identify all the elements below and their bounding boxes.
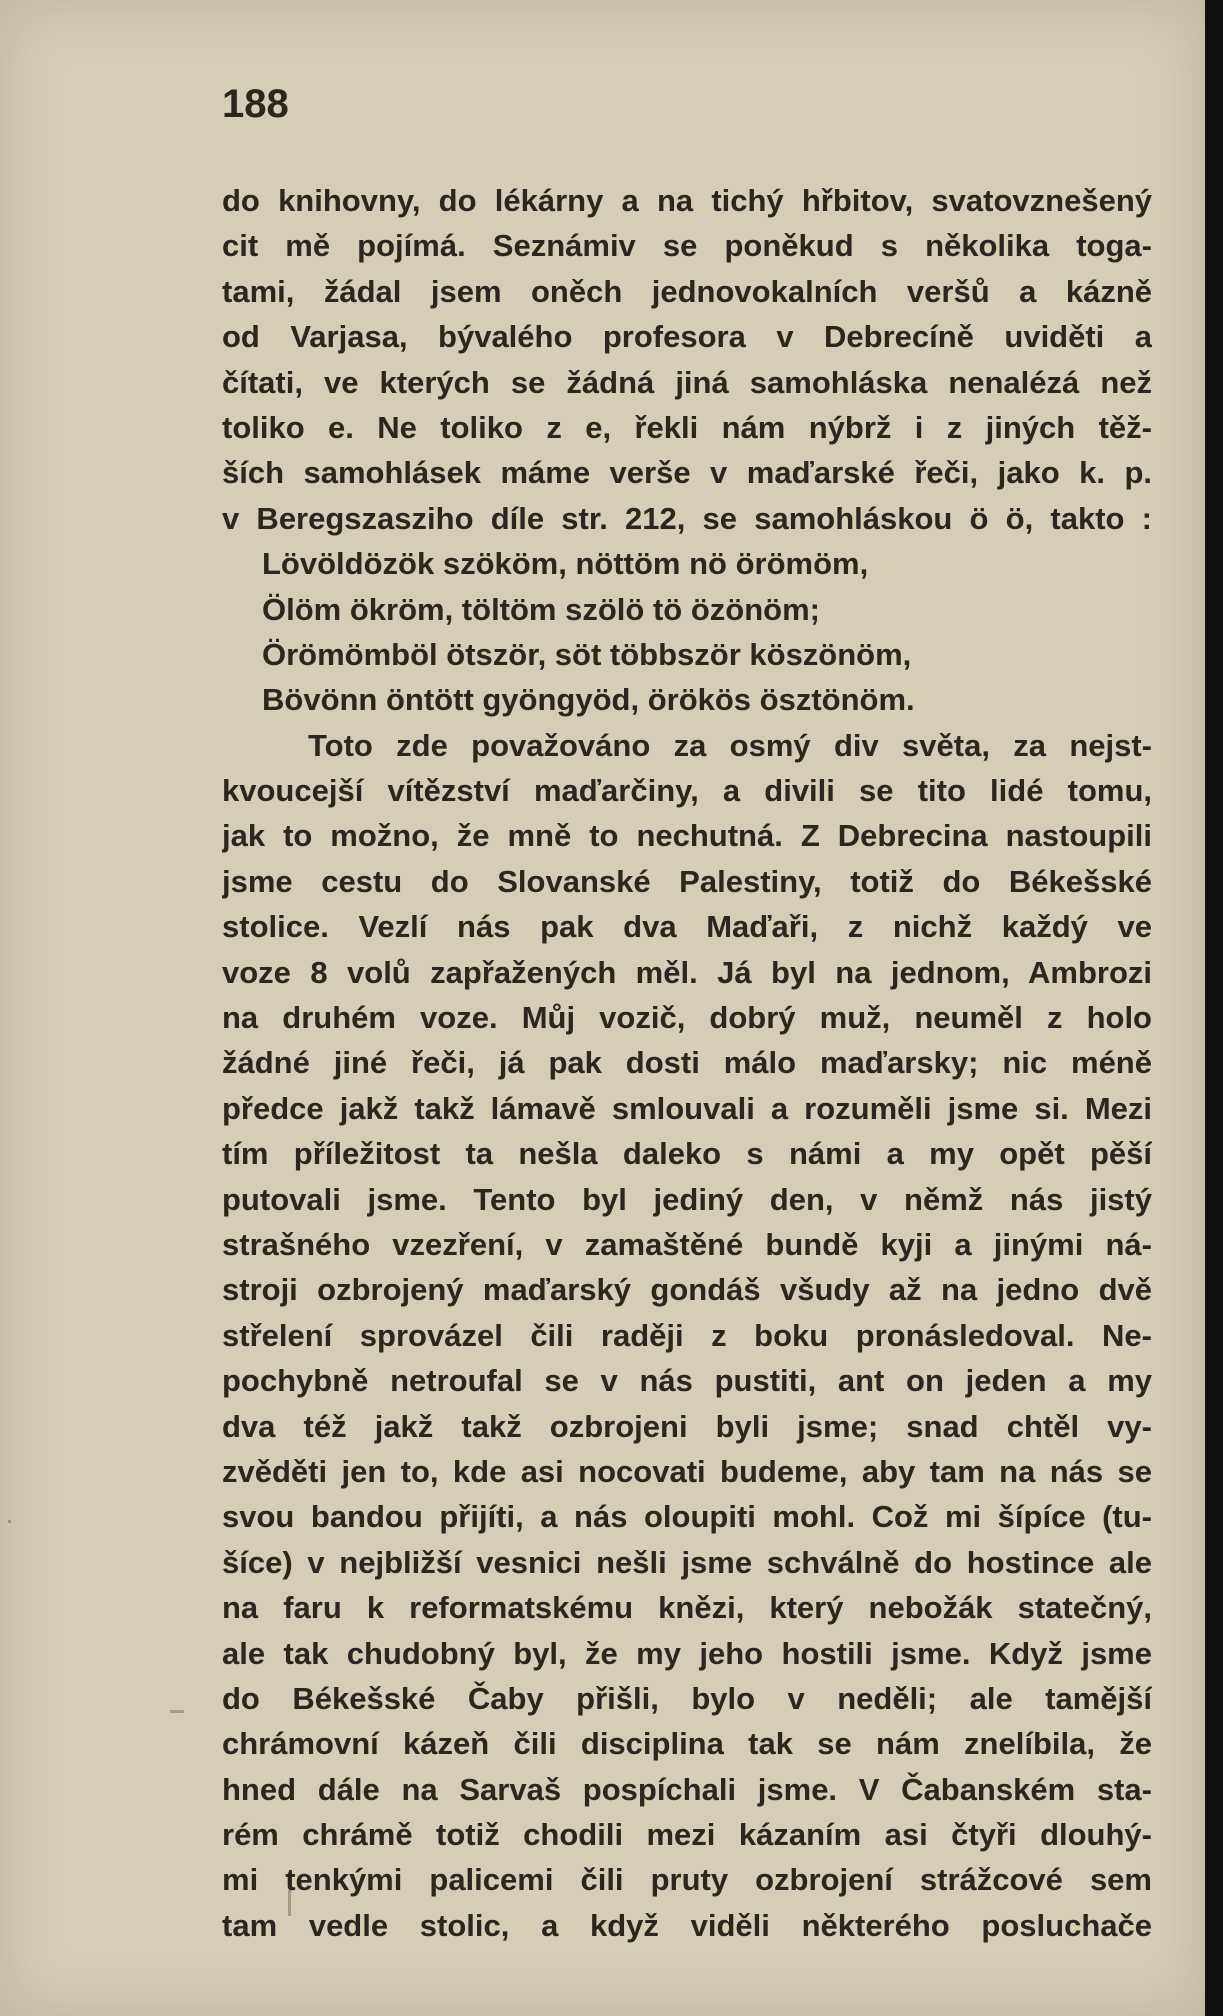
text-line: svou bandou přijíti, a nás oloupiti mohl. Což mi šípíce (tu- [222, 1499, 1152, 1535]
paper-speck [288, 1890, 291, 1916]
body-text [222, 178, 1152, 1948]
verse-line: Lövöldözök szököm, nöttöm nö örömöm, [262, 546, 869, 582]
page-number: 188 [222, 82, 289, 126]
text-line: střelení sprovázel čili raději z boku pronásledoval. Ne- [222, 1317, 1152, 1353]
text-line: od Varjasa, bývalého profesora v Debrecíně uviděti a [222, 319, 1152, 355]
text-line: čítati, ve kterých se žádná jiná samohláska nenalézá než [222, 364, 1152, 400]
text-line: do Békešské Čaby přišli, bylo v neděli; ale tamější [222, 1680, 1152, 1716]
binding-edge [1205, 0, 1223, 2016]
paper-speck [170, 1710, 184, 1713]
verse-line: Örömömböl ötször, söt többször köszönöm, [262, 636, 912, 672]
text-line: předce jakž takž lámavě smlouvali a rozuměli jsme si. Mezi [222, 1090, 1152, 1126]
text-line: tami, žádal jsem oněch jednovokalních veršů a kázně [222, 273, 1152, 309]
text-line: Toto zde považováno za osmý div světa, za nejst- [308, 727, 1152, 763]
text-line: strašného vzezření, v zamaštěné bundě kyji a jinými ná- [222, 1226, 1152, 1262]
text-line: zvěděti jen to, kde asi nocovati budeme, aby tam na nás se [222, 1453, 1152, 1489]
paper-speck [8, 1520, 11, 1523]
text-line: jsme cestu do Slovanské Palestiny, totiž do Békešské [222, 863, 1152, 899]
text-line: cit mě pojímá. Seznámiv se poněkud s několika toga- [222, 228, 1152, 264]
text-line: žádné jiné řeči, já pak dosti málo maďarsky; nic méně [222, 1045, 1152, 1081]
text-line: šíce) v nejbližší vesnici nešli jsme schválně do hostince ale [222, 1544, 1152, 1580]
text-line: pochybně netroufal se v nás pustiti, ant on jeden a my [222, 1363, 1152, 1399]
text-line: stroji ozbrojený maďarský gondáš všudy až na jedno dvě [222, 1272, 1152, 1308]
text-line: kvoucejší vítězství maďarčiny, a divili se tito lidé tomu, [222, 773, 1152, 809]
text-line: v Beregszasziho díle str. 212, se samohláskou ö ö, takto : [222, 500, 1152, 536]
text-line: voze 8 volů zapřažených měl. Já byl na jednom, Ambrozi [222, 954, 1152, 990]
text-line: ale tak chudobný byl, že my jeho hostili jsme. Když jsme [222, 1635, 1152, 1671]
text-line: chrámovní kázeň čili disciplina tak se nám znelíbila, že [222, 1726, 1152, 1762]
text-line: do knihovny, do lékárny a na tichý hřbitov, svatovznešený [222, 183, 1152, 218]
text-line: rém chrámě totiž chodili mezi kázaním asi čtyři dlouhý- [222, 1817, 1152, 1853]
text-line: stolice. Vezlí nás pak dva Maďaři, z nichž každý ve [222, 909, 1152, 945]
text-line: dva též jakž takž ozbrojeni byli jsme; snad chtěl vy- [222, 1408, 1152, 1444]
text-line: putovali jsme. Tento byl jediný den, v němž nás jistý [222, 1181, 1152, 1217]
text-line: jak to možno, že mně to nechutná. Z Debrecina nastoupili [222, 818, 1152, 854]
text-line: na druhém voze. Můj vozič, dobrý muž, neuměl z holo [222, 1000, 1152, 1036]
text-line: toliko e. Ne toliko z e, řekli nám nýbrž i z jiných těž- [222, 409, 1152, 445]
verse-line: Ölöm ökröm, töltöm szölö tö özönöm; [262, 591, 820, 627]
text-line: ších samohlásek máme verše v maďarské řeči, jako k. p. [222, 455, 1152, 491]
text-line: na faru k reformatskému knězi, který nebožák statečný, [222, 1590, 1152, 1626]
text-line: hned dále na Sarvaš pospíchali jsme. V Čabanském sta- [222, 1771, 1152, 1807]
text-line: tam vedle stolic, a když viděli některého posluchače [222, 1907, 1152, 1943]
verse-line: Bövönn öntött gyöngyöd, örökös ösztönöm. [262, 682, 915, 718]
text-line: tím příležitost ta nešla daleko s námi a my opět pěší [222, 1136, 1152, 1172]
text-line: mi tenkými palicemi čili pruty ozbrojení strážcové sem [222, 1862, 1152, 1898]
